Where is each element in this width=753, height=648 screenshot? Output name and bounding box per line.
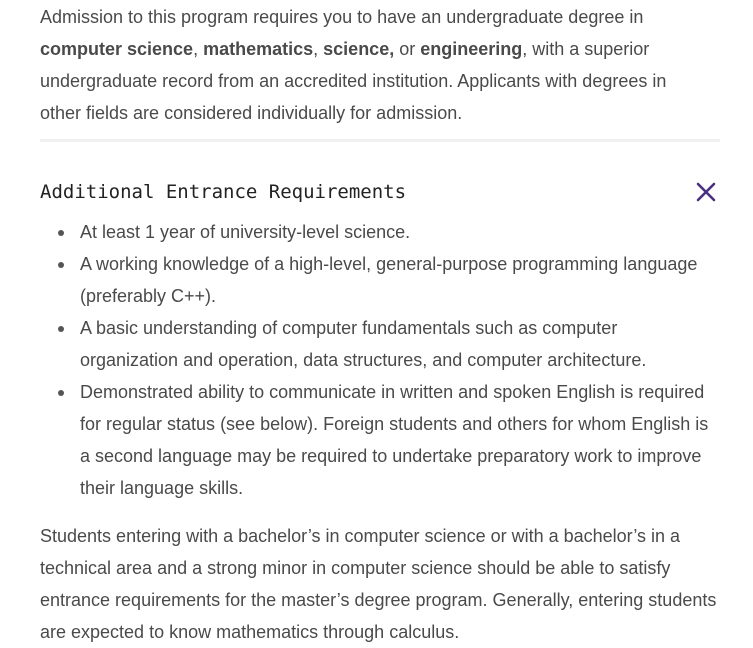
degree-field-science: science,	[323, 39, 395, 59]
list-item: At least 1 year of university-level science.	[40, 216, 720, 248]
outro-paragraph: Students entering with a bachelor’s in computer science or with a bachelor’s in a technical area and a strong minor in computer science should be able to satisfy entrance requirements for the master’s degree program. Generally, entering students are expected to know mathematics through calculus.	[40, 526, 717, 642]
close-icon[interactable]	[695, 181, 717, 203]
accordion-title: Additional Entrance Requirements	[40, 181, 407, 203]
intro-separator: or	[394, 39, 421, 59]
main-content	[40, 1, 720, 648]
list-item: Demonstrated ability to communicate in written and spoken English is required for regular status (see below). Foreign students and others for whom English is a second language may be required to undertake preparatory work to improve their language skills.	[40, 376, 720, 504]
degree-field-engineering: engineering	[420, 39, 523, 59]
degree-field-mathematics: mathematics	[203, 39, 314, 59]
degree-field-computer-science: computer science	[40, 39, 194, 59]
section-divider	[40, 139, 720, 142]
requirements-list	[40, 216, 720, 504]
intro-text-end: , with a superior undergraduate record from an accredited institution. Applicants with degrees in other fields are considered individually for admission.	[40, 39, 667, 123]
intro-text-start: Admission to this program requires you to have an undergraduate degree in	[40, 7, 644, 27]
list-item: A working knowledge of a high-level, general-purpose programming language (preferably C++).	[40, 248, 720, 312]
intro-separator: ,	[193, 39, 204, 59]
intro-separator: ,	[313, 39, 324, 59]
accordion-header[interactable]	[40, 174, 720, 210]
intro-paragraph	[40, 1, 700, 129]
list-item: A basic understanding of computer fundamentals such as computer organization and operation, data structures, and computer architecture.	[40, 312, 720, 376]
